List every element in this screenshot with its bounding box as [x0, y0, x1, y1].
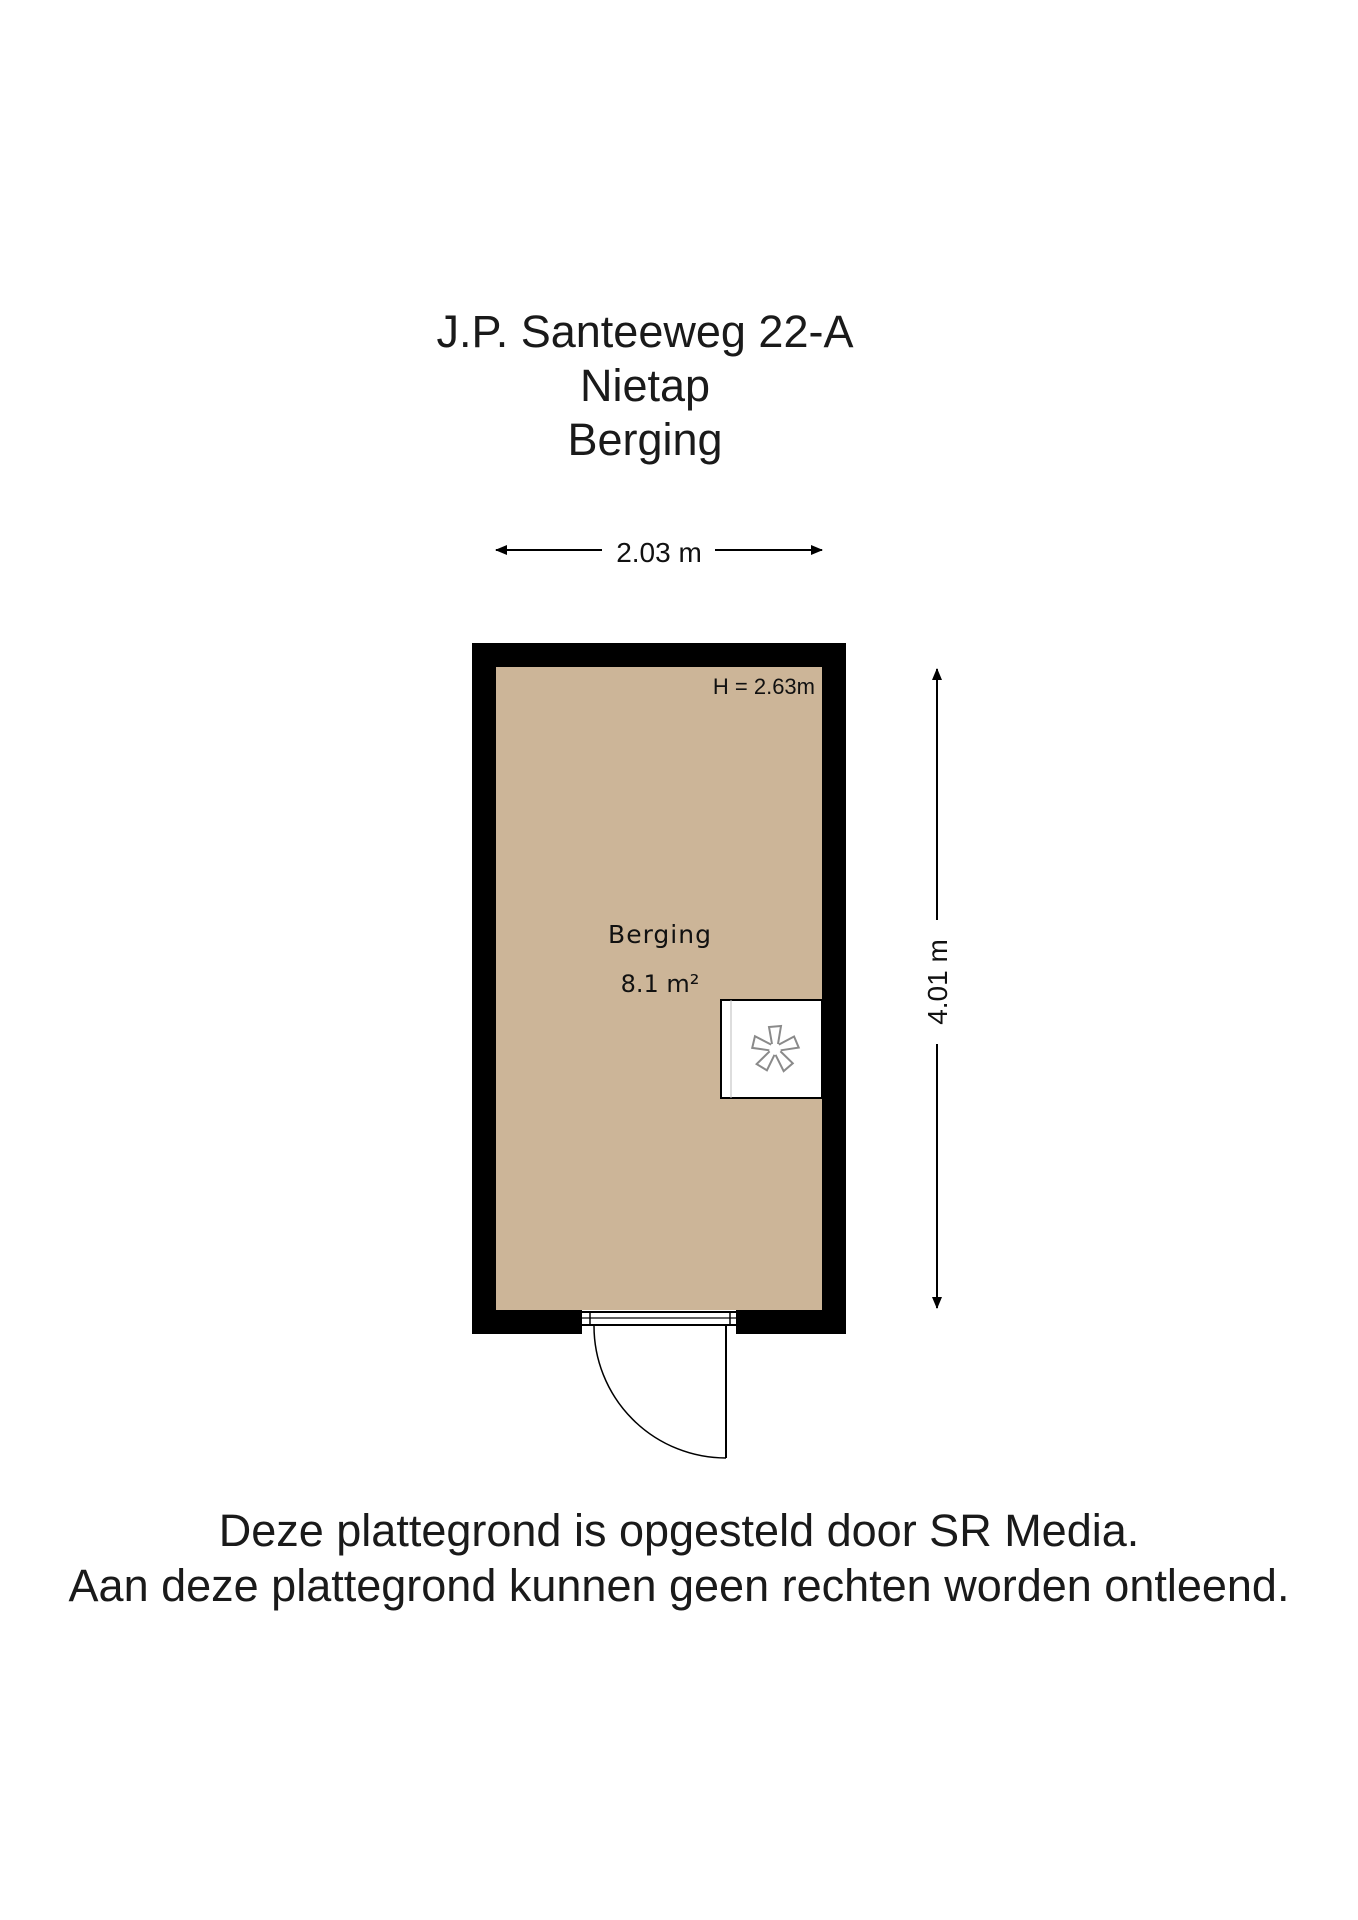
width-label: 2.03 m [616, 537, 702, 568]
disclaimer-line-2: Aan deze plattegrond kunnen geen rechten worden ontleend. [68, 1560, 1290, 1611]
disclaimer [0, 1503, 1358, 1613]
city-title: Nietap [579, 360, 711, 411]
address-title: J.P. Santeeweg 22-A [436, 306, 854, 357]
room-area: 8.1 m² [620, 970, 700, 998]
depth-dimension [922, 669, 953, 1308]
depth-label: 4.01 m [922, 939, 953, 1025]
floor-title: Berging [567, 414, 723, 465]
door [582, 1310, 736, 1458]
width-dimension [496, 537, 822, 568]
fixture [721, 1000, 822, 1098]
room-name: Berging [608, 920, 712, 949]
ceiling-height-label: H = 2.63m [712, 674, 815, 699]
fixture-box [721, 1000, 822, 1098]
disclaimer-line-1: Deze plattegrond is opgesteld door SR Media. [218, 1505, 1140, 1556]
door-swing-arc [594, 1326, 726, 1458]
door-opening [582, 1310, 736, 1334]
